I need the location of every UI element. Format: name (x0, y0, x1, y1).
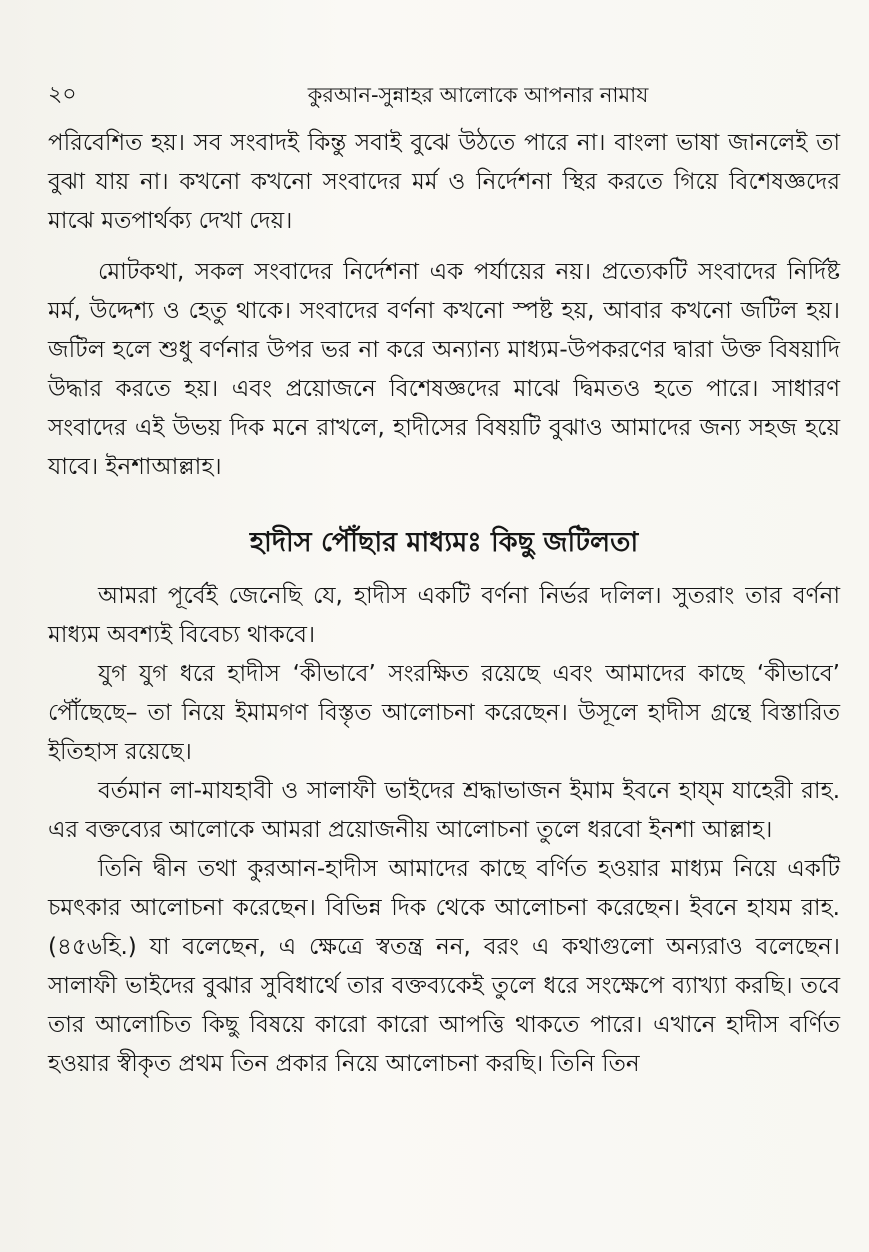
running-title: কুরআন-সুন্নাহর আলোকে আপনার নামায (307, 83, 649, 107)
paragraph: তিনি দ্বীন তথা কুরআন-হাদীস আমাদের কাছে বর্ণিত হওয়ার মাধ্যম নিয়ে একটি চমৎকার আলোচনা করেছেন। বিভিন্ন দিক থেকে আলোচনা করেছেন। ইবনে হাযম রাহ. (৪৫৬হি.) যা বলেছেন, এ ক্ষেত্রে স্বতন্ত্র নন, বরং এ কথাগুলো অন্যরাও বলেছেন। সালাফী ভাইদের বুঝার সুবিধার্থে তার বক্তব্যকেই তুলে ধরে সংক্ষেপে ব্যাখ্যা করছি। তবে তার আলোচিত কিছু বিষয়ে কারো কারো আপত্তি থাকতে পারে। এখানে হাদীস বর্ণিত হওয়ার স্বীকৃত প্রথম তিন প্রকার নিয়ে আলোচনা করছি। তিনি তিন (48, 856, 840, 1077)
page-number: ২০ (48, 82, 77, 107)
paragraph: বর্তমান লা-মাযহাবী ও সালাফী ভাইদের শ্রদ্ধাভাজন ইমাম ইবনে হায্ম যাহেরী রাহ. এর বক্তব্যের আলোকে আমরা প্রয়োজনীয় আলোচনা তুলে ধরবো ইনশা আল্লাহ। (48, 778, 840, 843)
paragraph-continued: পরিবেশিত হয়। সব সংবাদই কিন্তু সবাই বুঝে উঠতে পারে না। বাংলা ভাষা জানলেই তা বুঝা যায় না। কখনো কখনো সংবাদের মর্ম ও নির্দেশনা স্থির করতে গিয়ে বিশেষজ্ঞদের মাঝে মতপার্থক্য দেখা দেয়। (48, 130, 840, 234)
paragraph: যুগ যুগ ধরে হাদীস ‘কীভাবে’ সংরক্ষিত রয়েছে এবং আমাদের কাছে ‘কীভাবে’ পৌঁছেছে– তা নিয়ে ইমামগণ বিস্তৃত আলোচনা করেছেন। উসূলে হাদীস গ্রন্থে বিস্তারিত ইতিহাস রয়েছে। (48, 661, 840, 765)
paragraph: আমরা পূর্বেই জেনেছি যে, হাদীস একটি বর্ণনা নির্ভর দলিল। সুতরাং তার বর্ণনা মাধ্যম অবশ্যই বিবেচ্য থাকবে। (48, 583, 840, 648)
paragraph: মোটকথা, সকল সংবাদের নির্দেশনা এক পর্যায়ের নয়। প্রত্যেকটি সংবাদের নির্দিষ্ট মর্ম, উদ্দেশ্য ও হেতু থাকে। সংবাদের বর্ণনা কখনো স্পষ্ট হয়, আবার কখনো জটিল হয়। জটিল হলে শুধু বর্ণনার উপর ভর না করে অন্যান্য মাধ্যম-উপকরণের দ্বারা উক্ত বিষয়াদি উদ্ধার করতে হয়। এবং প্রয়োজনে বিশেষজ্ঞদের মাঝে দ্বিমতও হতে পারে। সাধারণ সংবাদের এই উভয় দিক মনে রাখলে, হাদীসের বিষয়টি বুঝাও আমাদের জন্য সহজ হয়ে যাবে। ইনশাআল্লাহ। (48, 259, 840, 480)
section-heading: হাদীস পৌঁছার মাধ্যমঃ কিছু জটিলতা (249, 527, 639, 558)
body-text (48, 124, 840, 1084)
page-header (48, 78, 838, 118)
